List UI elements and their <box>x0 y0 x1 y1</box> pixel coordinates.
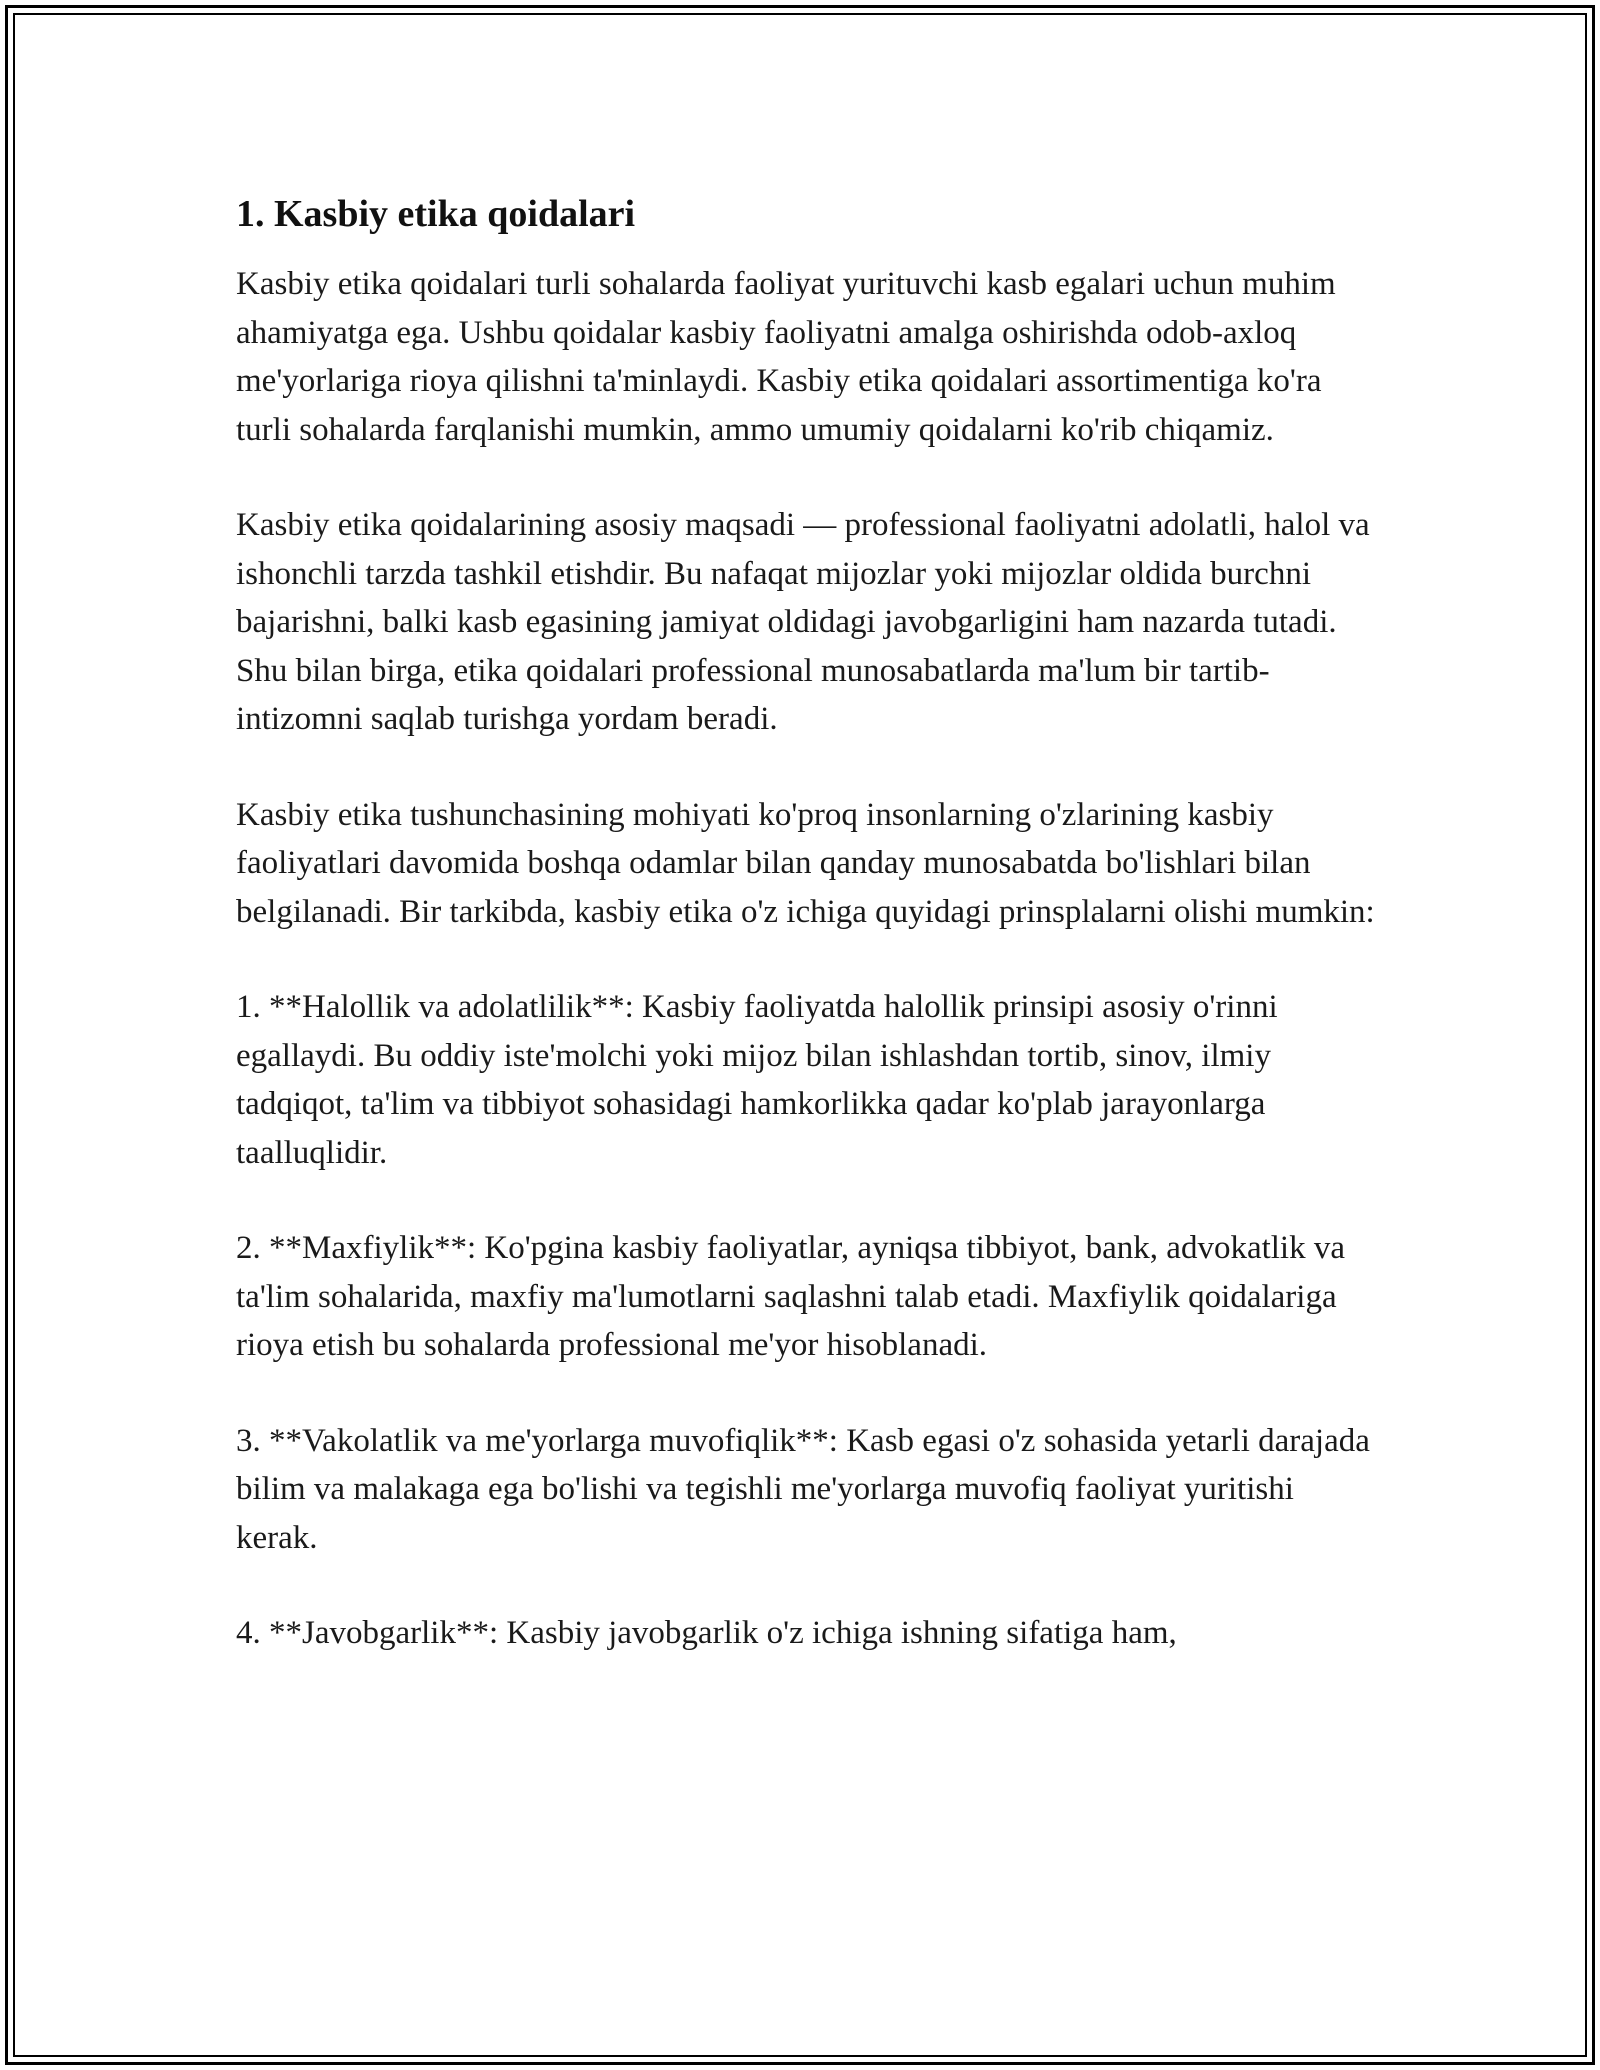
list-item-honesty: 1. **Halollik va adolatlilik**: Kasbiy faoliyatda halollik prinsipi asosiy o'rinni egallaydi. Bu oddiy iste'molchi yoki mijoz bilan ishlashdan tortib, sinov, ilmiy tadqiqot, ta'lim va tibbiyot sohasidagi hamkorlikka qadar ko'plab jarayonlarga taalluqlidir. <box>236 989 1278 1171</box>
document-body <box>236 186 1376 1658</box>
paragraph-essence: Kasbiy etika tushunchasining mohiyati ko'proq insonlarning o'zlarining kasbiy faoliyatlari davomida boshqa odamlar bilan qanday munosabatda bo'lishlari bilan belgilanadi. Bir tarkibda, kasbiy etika o'z ichiga quyidagi prinsplalarni olishi mumkin: <box>236 796 1375 930</box>
list-item-responsibility: 4. **Javobgarlik**: Kasbiy javobgarlik o'z ichiga ishning sifatiga ham, <box>236 1615 1177 1651</box>
paragraph-purpose: Kasbiy etika qoidalarining asosiy maqsadi — professional faoliyatni adolatli, halol va ishonchli tarzda tashkil etishdir. Bu nafaqat mijozlar yoki mijozlar oldida burchni bajarishni, balki kasb egasining jamiyat oldidagi javobgarligini ham nazarda tutadi. Shu bilan birga, etika qoidalari professional munosabatlarda ma'lum bir tartib-intizomni saqlab turishga yordam beradi. <box>236 507 1370 737</box>
list-item-confidentiality: 2. **Maxfiylik**: Ko'pgina kasbiy faoliyatlar, ayniqsa tibbiyot, bank, advokatlik va ta'lim sohalarida, maxfiy ma'lumotlarni saqlashni talab etadi. Maxfiylik qoidalariga rioya etish bu sohalarda professional me'yor hisoblanadi. <box>236 1230 1345 1363</box>
section-heading: 1. Kasbiy etika qoidalari <box>236 193 636 235</box>
list-item-competence: 3. **Vakolatlik va me'yorlarga muvofiqlik**: Kasb egasi o'z sohasida yetarli darajada bilim va malakaga ega bo'lishi va tegishli me'yorlarga muvofiq faoliyat yuritishi kerak. <box>236 1422 1370 1556</box>
paragraph-intro: Kasbiy etika qoidalari turli sohalarda faoliyat yurituvchi kasb egalari uchun muhim ahamiyatga ega. Ushbu qoidalar kasbiy faoliyatni amalga oshirishda odob-axloq me'yorlariga rioya qilishni ta'minlaydi. Kasbiy etika qoidalari assortimentiga ko'ra turli sohalarda farqlanishi mumkin, ammo umumiy qoidalarni ko'rib chiqamiz. <box>236 266 1336 448</box>
